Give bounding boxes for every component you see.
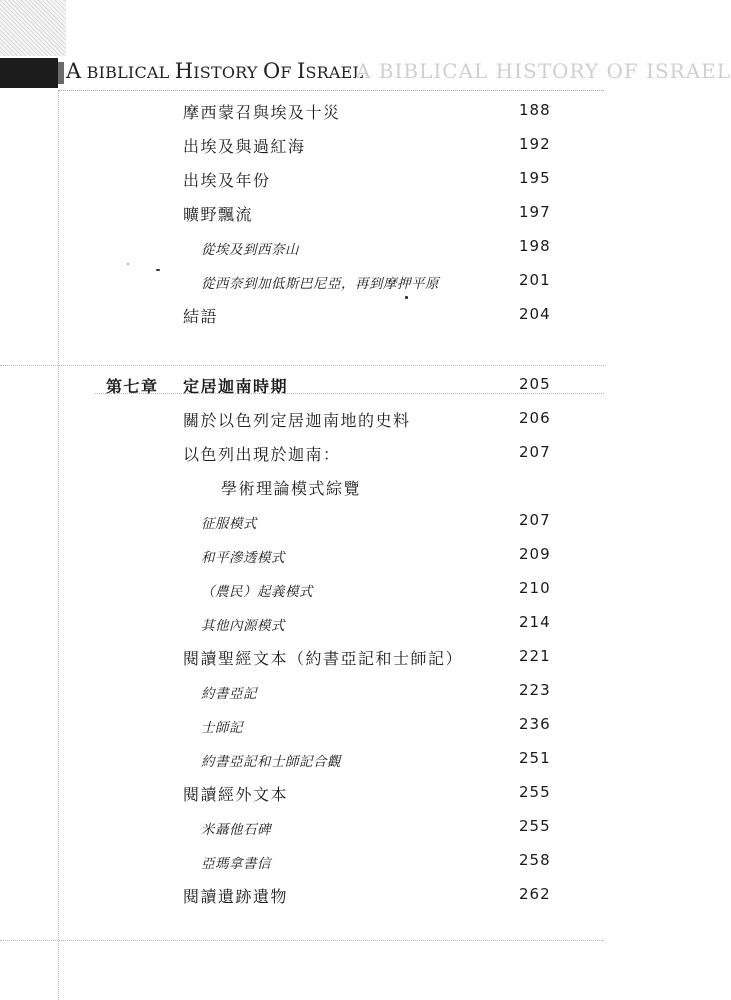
entry-title: （農民）起義模式 — [201, 584, 313, 600]
entry-title: 從西奈到加低斯巴尼亞，再到摩押平原 — [201, 276, 439, 292]
header-title-part: F — [280, 63, 297, 82]
chapter-underline — [95, 393, 604, 394]
header-title-part: A — [66, 59, 82, 83]
header-title-part: O — [262, 59, 281, 83]
entry-page-number: 195 — [519, 169, 551, 187]
entry-page-number: 223 — [519, 681, 551, 699]
entry-page-number: 214 — [519, 613, 551, 631]
entry-title: 和平滲透模式 — [201, 550, 285, 566]
toc-entry — [0, 442, 604, 472]
header-title-part: H — [174, 59, 194, 83]
toc-subentry — [0, 714, 604, 744]
entry-title: 約書亞記和士師記合觀 — [201, 754, 341, 770]
header-title-part: BIBLICAL — [81, 63, 175, 82]
toc-subentry — [0, 850, 604, 880]
bottom-separator — [0, 940, 604, 941]
entry-page-number: 236 — [519, 715, 551, 733]
toc-subentry — [0, 612, 604, 642]
entry-title: 閱讀聖經文本（約書亞記和士師記） — [183, 649, 464, 668]
entry-title: 閱讀經外文本 — [183, 785, 289, 804]
entry-page-number: 205 — [519, 375, 551, 393]
toc-subentry — [0, 578, 604, 608]
toc-entry — [0, 202, 604, 232]
entry-title: 閱讀遺跡遺物 — [183, 887, 289, 906]
entry-title: 學術理論模式綜覽 — [221, 479, 362, 498]
entry-page-number: 255 — [519, 783, 551, 801]
entry-title: 亞瑪拿書信 — [201, 856, 271, 872]
entry-title: 米聶他石碑 — [201, 822, 271, 838]
entry-page-number: 209 — [519, 545, 551, 563]
entry-page-number: 206 — [519, 409, 551, 427]
chapter-label: 第七章 — [106, 377, 159, 396]
toc-entry — [0, 782, 604, 812]
entry-title: 出埃及與過紅海 — [183, 137, 306, 156]
entry-page-number: 188 — [519, 101, 551, 119]
entry-title: 摩西蒙召與埃及十災 — [183, 103, 341, 122]
entry-page-number: 192 — [519, 135, 551, 153]
toc-entry — [0, 476, 604, 506]
entry-title: 定居迦南時期 — [183, 377, 289, 396]
toc-entry — [0, 884, 604, 914]
entry-page-number: 258 — [519, 851, 551, 869]
entry-title: 出埃及年份 — [183, 171, 271, 190]
entry-title: 曠野飄流 — [183, 205, 254, 224]
entry-page-number: 207 — [519, 511, 551, 529]
entry-title: 其他內源模式 — [201, 618, 285, 634]
toc-entry — [0, 646, 604, 676]
entry-title: 約書亞記 — [201, 686, 257, 702]
entry-page-number: 207 — [519, 443, 551, 461]
scan-speck — [156, 269, 160, 271]
entry-page-number: 221 — [519, 647, 551, 665]
toc-entry — [0, 134, 604, 164]
entry-page-number: 255 — [519, 817, 551, 835]
toc-entry — [0, 100, 604, 130]
entry-page-number: 197 — [519, 203, 551, 221]
toc-entry — [0, 304, 604, 334]
header-title-part: I — [296, 59, 306, 83]
entry-title: 征服模式 — [201, 516, 257, 532]
toc-subentry — [0, 748, 604, 778]
toc-subentry — [0, 510, 604, 540]
entry-title: 從埃及到西奈山 — [201, 242, 299, 258]
entry-title: 關於以色列定居迦南地的史料 — [183, 411, 411, 430]
entry-title: 以色列出現於迦南： — [183, 445, 341, 464]
toc-subentry — [0, 544, 604, 574]
header-rule — [58, 90, 604, 91]
chapter-entry — [0, 374, 604, 404]
scan-speck — [405, 296, 408, 299]
toc-subentry — [0, 236, 604, 266]
entry-page-number: 210 — [519, 579, 551, 597]
entry-title: 結語 — [183, 307, 219, 326]
entry-title: 士師記 — [201, 720, 243, 736]
entry-page-number: 198 — [519, 237, 551, 255]
toc-subentry — [0, 680, 604, 710]
running-header-bleedthrough: A BIBLICAL HISTORY OF ISRAEL — [356, 59, 731, 83]
entry-page-number: 251 — [519, 749, 551, 767]
running-header-title — [66, 59, 363, 83]
header-title-part: SRAEL — [305, 63, 364, 82]
entry-page-number: 262 — [519, 885, 551, 903]
header-black-tab — [0, 58, 58, 88]
toc-entry — [0, 168, 604, 198]
toc-subentry — [0, 816, 604, 846]
header-title-part: ISTORY — [193, 63, 263, 82]
scan-corner-noise — [0, 0, 66, 56]
toc-entry — [0, 408, 604, 438]
scan-speck — [127, 263, 129, 265]
entry-page-number: 204 — [519, 305, 551, 323]
entry-page-number: 201 — [519, 271, 551, 289]
toc-subentry — [0, 270, 604, 300]
section-separator — [0, 365, 604, 366]
